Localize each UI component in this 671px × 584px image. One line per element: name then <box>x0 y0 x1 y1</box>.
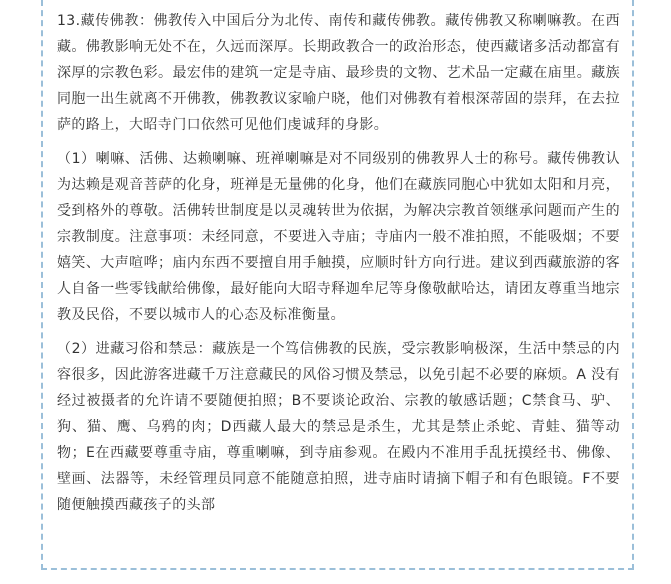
document-card <box>41 0 634 570</box>
paragraph-customs-and-taboos: （2）进藏习俗和禁忌：藏族是一个笃信佛教的民族，受宗教影响极深，生活中禁忌的内容很多，因此游客进藏千万注意藏民的风俗习惯及禁忌，以免引起不必要的麻烦。A 没有经过被摄者的允许请不要随便拍照；B不要谈论政治、宗教的敏感话题；C禁食马、驴、狗、猫、鹰、乌鸦的肉；D西藏人最大的禁忌是杀生，尤其是禁止杀蛇、青蛙、猫等动物；E在西藏要尊重寺庙，尊重喇嘛，到寺庙参观。在殿内不准用手乱抚摸经书、佛像、壁画、法器等，未经管理员同意不能随意拍照，进寺庙时请摘下帽子和有色眼镜。F不要随便触摸西藏孩子的头部 <box>57 341 620 513</box>
paragraph-lama-titles-and-etiquette: （1）喇嘛、活佛、达赖喇嘛、班禅喇嘛是对不同级别的佛教界人士的称号。藏传佛教认为达赖是观音菩萨的化身，班禅是无量佛的化身，他们在藏族同胞心中犹如太阳和月亮，受到格外的尊敬。活佛转世制度是以灵魂转世为依据，为解决宗教首领继承问题而产生的宗教制度。注意事项：未经同意，不要进入寺庙；寺庙内一般不准拍照，不能吸烟；不要嬉笑、大声喧哗；庙内东西不要擅自用手触摸，应顺时针方向行进。建议到西藏旅游的客人自备一些零钱献给佛像，最好能向大昭寺释迦牟尼等身像敬献哈达，请团友尊重当地宗教及民俗，不要以城市人的心态及标准衡量。 <box>57 151 620 323</box>
paragraph-tibetan-buddhism-intro: 13.藏传佛教：佛教传入中国后分为北传、南传和藏传佛教。藏传佛教又称喇嘛教。在西藏。佛教影响无处不在，久远而深厚。长期政教合一的政治形态，使西藏诸多活动都富有深厚的宗教色彩。最宏伟的建筑一定是寺庙、最珍贵的文物、艺术品一定藏在庙里。藏族同胞一出生就离不开佛教，佛教教议家喻户晓，他们对佛教有着根深蒂固的崇拜，在去拉萨的路上，大昭寺门口依然可见他们虔诚拜的身影。 <box>57 13 620 133</box>
